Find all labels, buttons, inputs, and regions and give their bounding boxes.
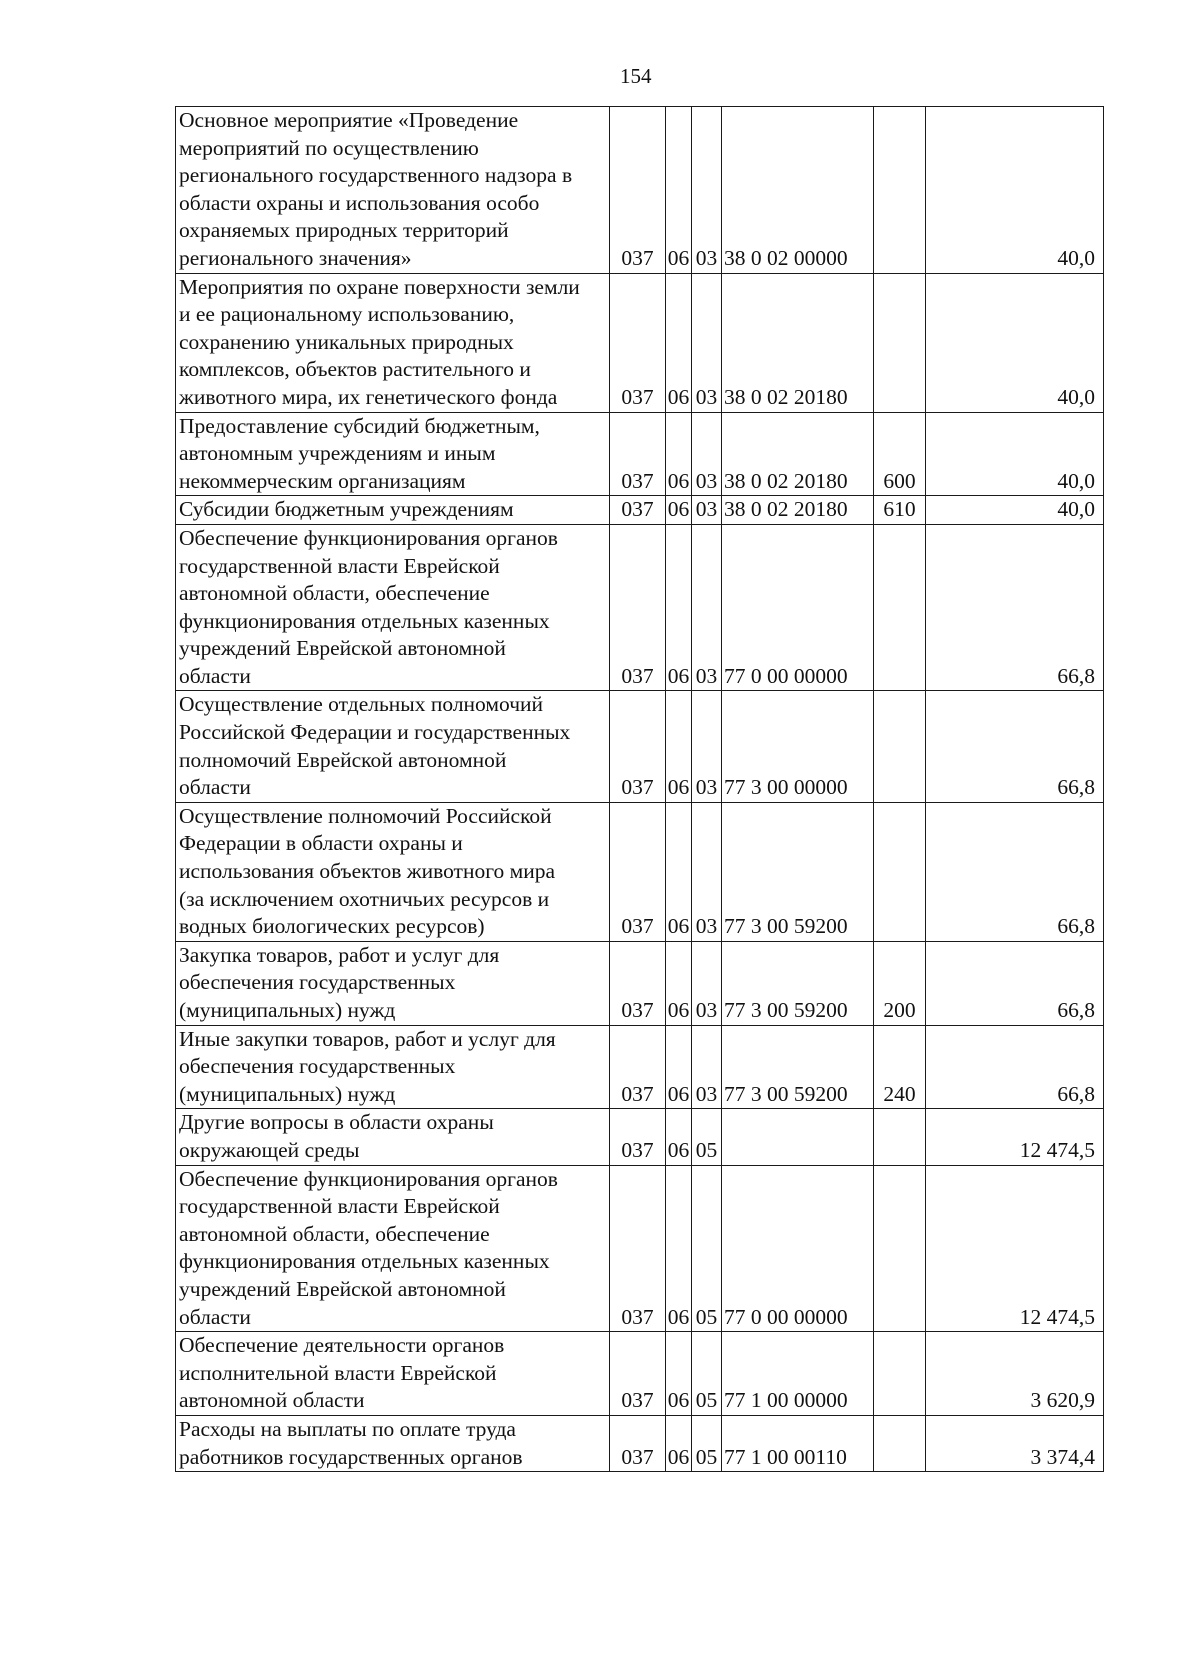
- item-name-cell: [176, 1415, 610, 1471]
- subsection-cell: 03: [692, 524, 722, 691]
- admin-code-cell: 037: [610, 524, 666, 691]
- section-cell: 06: [666, 496, 692, 525]
- table-row: [176, 1165, 1104, 1332]
- item-name-line: Субсидии бюджетным учреждениям: [179, 497, 514, 522]
- admin-code-cell: 037: [610, 412, 666, 496]
- subsection-cell: 05: [692, 1165, 722, 1332]
- subsection-cell: 05: [692, 1109, 722, 1165]
- item-name-line: и ее рациональному использованию,: [179, 302, 515, 327]
- target-article-cell: 77 1 00 00110: [722, 1415, 874, 1471]
- item-name-cell: [176, 496, 610, 525]
- admin-code-cell: 037: [610, 1415, 666, 1471]
- target-article-cell: 38 0 02 00000: [722, 107, 874, 274]
- section-cell: 06: [666, 412, 692, 496]
- item-name-line: (муниципальных) нужд: [179, 1081, 396, 1106]
- item-name-line: комплексов, объектов растительного и: [179, 357, 531, 382]
- table-row: [176, 1109, 1104, 1165]
- section-cell: 06: [666, 273, 692, 412]
- item-name-line: (муниципальных) нужд: [179, 998, 396, 1022]
- item-name-cell: [176, 273, 610, 412]
- item-name-line: области: [179, 663, 251, 688]
- item-name-line: Федерации в области охраны и: [179, 831, 463, 856]
- amount-cell: 3 620,9: [926, 1332, 1104, 1416]
- table-row: [176, 802, 1104, 941]
- table-row: [176, 1025, 1104, 1109]
- item-name-cell: [176, 802, 610, 941]
- table-row: [176, 496, 1104, 525]
- item-name-line: работников государственных органов: [179, 1444, 523, 1469]
- admin-code-cell: 037: [610, 802, 666, 941]
- amount-cell: 40,0: [926, 107, 1104, 274]
- subsection-cell: 03: [692, 107, 722, 274]
- subsection-cell: 03: [692, 496, 722, 525]
- expense-type-cell: [874, 107, 926, 274]
- subsection-cell: 03: [692, 273, 722, 412]
- amount-cell: 66,8: [926, 802, 1104, 941]
- item-name-line: Осуществление полномочий Российской: [179, 803, 552, 828]
- item-name-line: водных биологических ресурсов): [179, 914, 485, 939]
- item-name-line: окружающей среды: [179, 1137, 360, 1162]
- expense-type-cell: [874, 273, 926, 412]
- table-row: [176, 273, 1104, 412]
- item-name-cell: [176, 107, 610, 274]
- item-name-cell: [176, 412, 610, 496]
- expense-type-cell: [874, 1415, 926, 1471]
- amount-cell: 40,0: [926, 496, 1104, 525]
- item-name-line: учреждений Еврейской автономной: [179, 636, 506, 661]
- item-name-cell: [176, 1025, 610, 1109]
- item-name-line: автономной области: [179, 1388, 365, 1413]
- item-name-line: исполнительной власти Еврейской: [179, 1360, 497, 1385]
- admin-code-cell: 037: [610, 941, 666, 1025]
- item-name-line: функционирования отдельных казенных: [179, 608, 550, 633]
- item-name-line: охраняемых природных территорий: [179, 218, 509, 243]
- item-name-line: учреждений Еврейской автономной: [179, 1276, 506, 1301]
- table-body: [176, 107, 1104, 1472]
- item-name-line: сохранению уникальных природных: [179, 329, 514, 354]
- item-name-line: автономной области, обеспечение: [179, 1221, 490, 1246]
- section-cell: 06: [666, 802, 692, 941]
- item-name-line: использования объектов животного мира: [179, 859, 556, 884]
- amount-cell: 66,8: [926, 691, 1104, 802]
- item-name-line: животного мира, их генетического фонда: [179, 384, 558, 409]
- subsection-cell: 05: [692, 1332, 722, 1416]
- expense-type-cell: 600: [874, 412, 926, 496]
- item-name-cell: [176, 524, 610, 691]
- item-name-line: Иные закупки товаров, работ и услуг для: [179, 1026, 556, 1051]
- subsection-cell: 03: [692, 941, 722, 1025]
- admin-code-cell: 037: [610, 496, 666, 525]
- subsection-cell: 03: [692, 412, 722, 496]
- table-row: [176, 524, 1104, 691]
- target-article-cell: 77 0 00 00000: [722, 524, 874, 691]
- target-article-cell: 77 3 00 00000: [722, 691, 874, 802]
- table-row: [176, 941, 1104, 1025]
- amount-cell: 66,8: [926, 941, 1104, 1025]
- item-name-line: автономным учреждениям и иным: [179, 441, 496, 466]
- section-cell: 06: [666, 1165, 692, 1332]
- item-name-cell: [176, 691, 610, 802]
- subsection-cell: 03: [692, 691, 722, 802]
- item-name-line: Обеспечение функционирования органов: [179, 1166, 558, 1191]
- table-row: [176, 107, 1104, 274]
- item-name-line: Закупка товаров, работ и услуг для: [179, 942, 500, 967]
- admin-code-cell: 037: [610, 1165, 666, 1332]
- target-article-cell: 77 3 00 59200: [722, 802, 874, 941]
- subsection-cell: 03: [692, 802, 722, 941]
- subsection-cell: 05: [692, 1415, 722, 1471]
- item-name-line: мероприятий по осуществлению: [179, 135, 479, 160]
- item-name-line: области: [179, 775, 251, 800]
- table-row: [176, 1415, 1104, 1471]
- section-cell: 06: [666, 691, 692, 802]
- item-name-line: регионального значения»: [179, 245, 412, 270]
- item-name-cell: [176, 1332, 610, 1416]
- expense-type-cell: [874, 524, 926, 691]
- item-name-cell: [176, 1165, 610, 1332]
- item-name-line: Обеспечение функционирования органов: [179, 525, 558, 550]
- item-name-line: государственной власти Еврейской: [179, 553, 500, 578]
- item-name-line: функционирования отдельных казенных: [179, 1249, 550, 1274]
- table-row: [176, 691, 1104, 802]
- section-cell: 06: [666, 1025, 692, 1109]
- target-article-cell: 38 0 02 20180: [722, 496, 874, 525]
- admin-code-cell: 037: [610, 1332, 666, 1416]
- expense-type-cell: [874, 1165, 926, 1332]
- amount-cell: 66,8: [926, 524, 1104, 691]
- subsection-cell: 03: [692, 1025, 722, 1109]
- item-name-line: Российской Федерации и государственных: [179, 720, 571, 745]
- target-article-cell: 77 3 00 59200: [722, 1025, 874, 1109]
- table-row: [176, 412, 1104, 496]
- admin-code-cell: 037: [610, 107, 666, 274]
- item-name-line: Основное мероприятие «Проведение: [179, 108, 519, 132]
- item-name-line: некоммерческим организациям: [179, 468, 466, 493]
- item-name-line: области: [179, 1304, 251, 1329]
- budget-table: [175, 106, 1104, 1472]
- table-row: [176, 1332, 1104, 1416]
- expense-type-cell: [874, 1332, 926, 1416]
- expense-type-cell: [874, 691, 926, 802]
- item-name-line: обеспечения государственных: [179, 1054, 456, 1079]
- amount-cell: 12 474,5: [926, 1165, 1104, 1332]
- item-name-cell: [176, 1109, 610, 1165]
- item-name-line: области охраны и использования особо: [179, 190, 540, 215]
- amount-cell: 12 474,5: [926, 1109, 1104, 1165]
- section-cell: 06: [666, 107, 692, 274]
- item-name-line: Другие вопросы в области охраны: [179, 1110, 494, 1135]
- section-cell: 06: [666, 1332, 692, 1416]
- target-article-cell: [722, 1109, 874, 1165]
- expense-type-cell: [874, 1109, 926, 1165]
- section-cell: 06: [666, 941, 692, 1025]
- item-name-line: обеспечения государственных: [179, 970, 456, 995]
- admin-code-cell: 037: [610, 1025, 666, 1109]
- section-cell: 06: [666, 1109, 692, 1165]
- item-name-line: регионального государственного надзора в: [179, 163, 573, 188]
- expense-type-cell: 240: [874, 1025, 926, 1109]
- item-name-line: (за исключением охотничьих ресурсов и: [179, 886, 550, 911]
- item-name-cell: [176, 941, 610, 1025]
- target-article-cell: 38 0 02 20180: [722, 412, 874, 496]
- admin-code-cell: 037: [610, 691, 666, 802]
- amount-cell: 40,0: [926, 412, 1104, 496]
- item-name-line: Осуществление отдельных полномочий: [179, 692, 544, 717]
- item-name-line: автономной области, обеспечение: [179, 581, 490, 606]
- amount-cell: 66,8: [926, 1025, 1104, 1109]
- item-name-line: Предоставление субсидий бюджетным,: [179, 413, 540, 438]
- expense-type-cell: [874, 802, 926, 941]
- item-name-line: полномочий Еврейской автономной: [179, 747, 507, 772]
- page-number: 154: [620, 64, 652, 88]
- item-name-line: Обеспечение деятельности органов: [179, 1333, 505, 1358]
- target-article-cell: 38 0 02 20180: [722, 273, 874, 412]
- target-article-cell: 77 1 00 00000: [722, 1332, 874, 1416]
- expense-type-cell: 610: [874, 496, 926, 525]
- item-name-line: Расходы на выплаты по оплате труда: [179, 1416, 516, 1441]
- amount-cell: 3 374,4: [926, 1415, 1104, 1471]
- target-article-cell: 77 3 00 59200: [722, 941, 874, 1025]
- amount-cell: 40,0: [926, 273, 1104, 412]
- section-cell: 06: [666, 1415, 692, 1471]
- admin-code-cell: 037: [610, 273, 666, 412]
- item-name-line: государственной власти Еврейской: [179, 1194, 500, 1219]
- admin-code-cell: 037: [610, 1109, 666, 1165]
- expense-type-cell: 200: [874, 941, 926, 1025]
- item-name-line: Мероприятия по охране поверхности земли: [179, 274, 580, 299]
- target-article-cell: 77 0 00 00000: [722, 1165, 874, 1332]
- section-cell: 06: [666, 524, 692, 691]
